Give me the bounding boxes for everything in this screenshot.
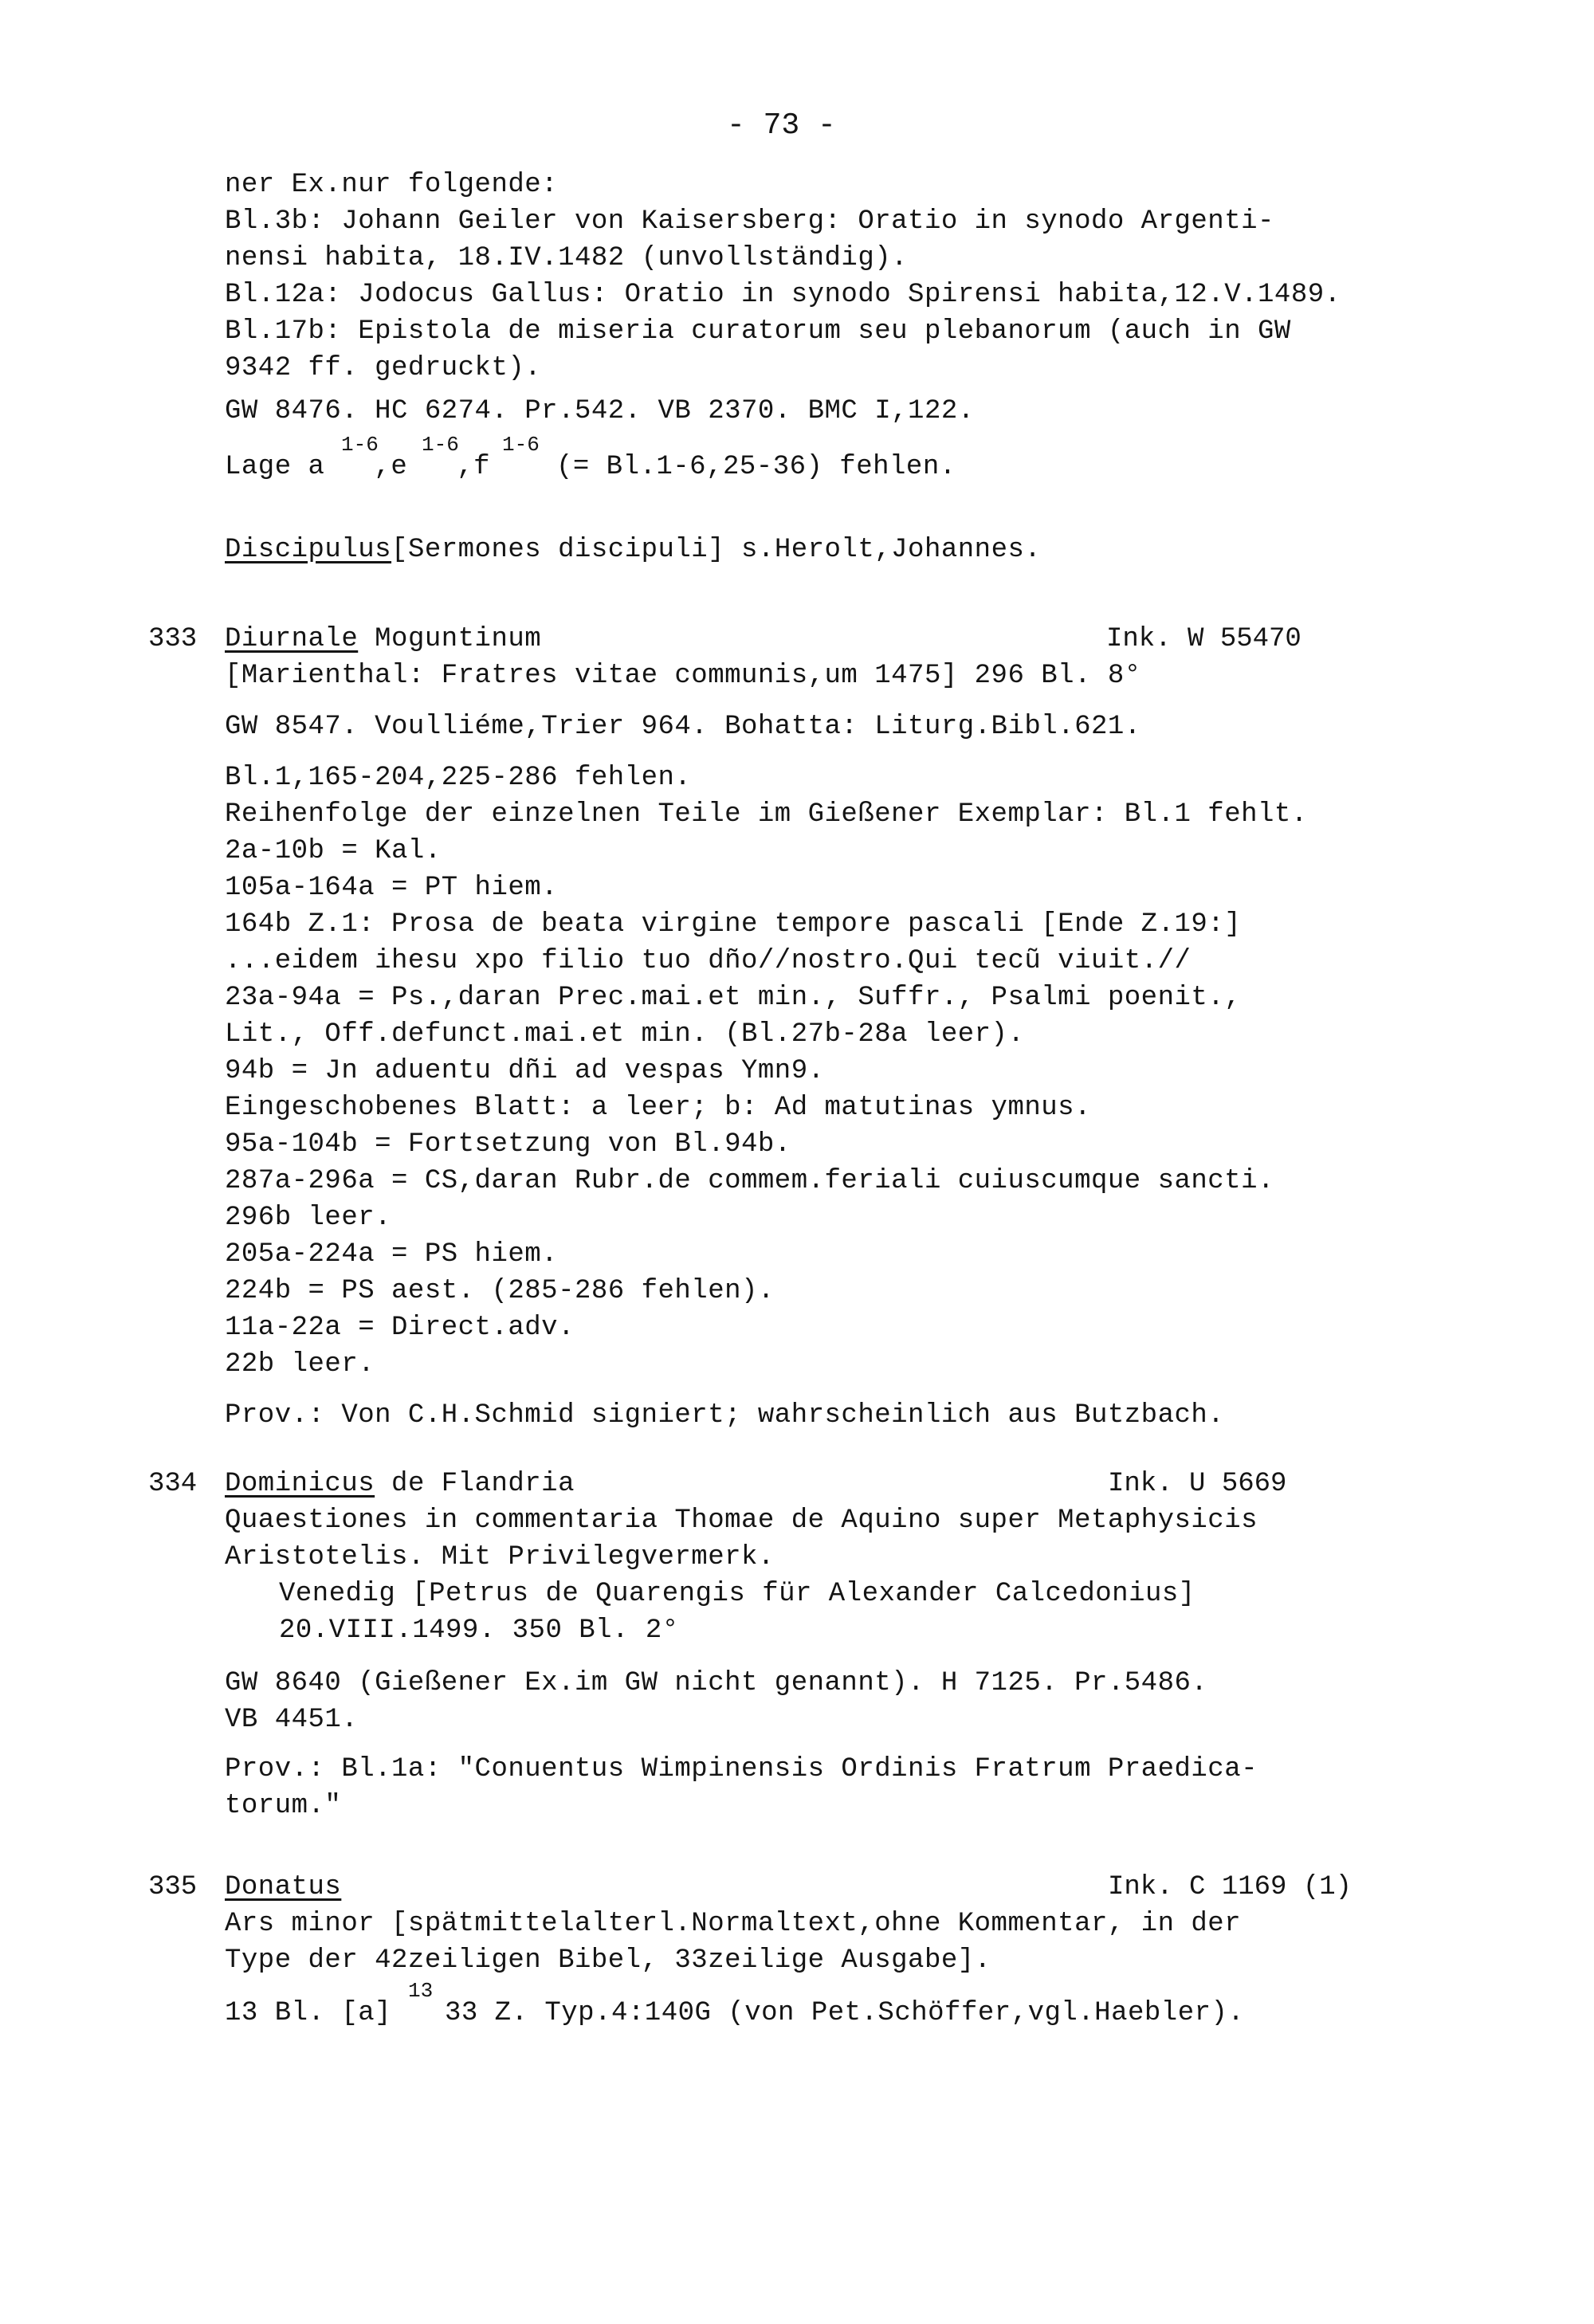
lage-e-superscript: 1-6: [422, 433, 459, 457]
entry-334-heading: [225, 1468, 575, 1500]
text-line: GW 8476. HC 6274. Pr.542. VB 2370. BMC I,122.: [225, 396, 975, 426]
text-line: ...eidem ihesu xpo filio tuo dño//nostro.Qui tecũ viuit.//: [225, 946, 1192, 976]
text-line: 205a-224a = PS hiem.: [225, 1239, 559, 1270]
text-line: 164b Z.1: Prosa de beata virgine tempore pascali [Ende Z.19:]: [225, 909, 1242, 940]
entry-333-ink: Ink. W 55470: [1106, 624, 1302, 654]
text-line: 95a-104b = Fortsetzung von Bl.94b.: [225, 1129, 791, 1160]
collation-superscript: 13: [408, 1979, 434, 2003]
text-line: GW 8547. Voulliéme,Trier 964. Bohatta: Liturg.Bibl.621.: [225, 712, 1141, 742]
text-line: Type der 42zeiligen Bibel, 33zeilige Ausgabe].: [225, 1945, 991, 1976]
entry-335-heading: [225, 1871, 341, 1903]
text-line: Lit., Off.defunct.mai.et min. (Bl.27b-28a leer).: [225, 1019, 1025, 1050]
text-line: Venedig [Petrus de Quarengis für Alexander Calcedonius]: [279, 1579, 1196, 1609]
entry-334-title-rest: de Flandria: [375, 1469, 575, 1499]
text-line: [Marienthal: Fratres vitae communis,um 1475] 296 Bl. 8°: [225, 661, 1141, 691]
text-line: torum.": [225, 1791, 342, 1821]
text-line: ner Ex.nur folgende:: [225, 170, 559, 200]
text-line: Eingeschobenes Blatt: a leer; b: Ad matutinas ymnus.: [225, 1093, 1091, 1123]
entry-number-334: 334: [148, 1469, 198, 1499]
text-line: Prov.: Von C.H.Schmid signiert; wahrscheinlich aus Butzbach.: [225, 1400, 1225, 1431]
text-line: VB 4451.: [225, 1705, 359, 1735]
lage-f-superscript: 1-6: [502, 433, 540, 457]
text-line: 23a-94a = Ps.,daran Prec.mai.et min., Suffr., Psalmi poenit.,: [225, 983, 1242, 1013]
entry-number-333: 333: [148, 624, 198, 654]
text-line: 9342 ff. gedruckt).: [225, 353, 542, 383]
text-line: 296b leer.: [225, 1203, 392, 1233]
lage-line: [225, 451, 956, 483]
entry-333-heading: [225, 623, 541, 655]
lage-prefix: Lage a: [225, 452, 325, 482]
text-line: 20.VIII.1499. 350 Bl. 2°: [279, 1615, 679, 1646]
text-line: 287a-296a = CS,daran Rubr.de commem.feriali cuiuscumque sancti.: [225, 1166, 1274, 1196]
entry-number-335: 335: [148, 1872, 198, 1902]
text-line: 105a-164a = PT hiem.: [225, 873, 559, 903]
collation-rest: 33 Z. Typ.4:140G (von Pet.Schöffer,vgl.Haebler).: [428, 1998, 1245, 2028]
entry-333-title-rest: Moguntinum: [358, 624, 542, 654]
discipulus-line: [225, 534, 1041, 566]
entry-333-title: Diurnale: [225, 624, 359, 654]
text-line: Aristotelis. Mit Privilegvermerk.: [225, 1542, 775, 1572]
text-line: GW 8640 (Gießener Ex.im GW nicht genannt). H 7125. Pr.5486.: [225, 1668, 1208, 1698]
text-line: 2a-10b = Kal.: [225, 836, 442, 866]
page-number: - 73 -: [727, 108, 836, 143]
text-line: nensi habita, 18.IV.1482 (unvollständig).: [225, 243, 909, 273]
text-line: Bl.1,165-204,225-286 fehlen.: [225, 763, 692, 793]
text-line: Ars minor [spätmittelalterl.Normaltext,ohne Kommentar, in der: [225, 1909, 1242, 1939]
lage-e: ,e: [374, 452, 408, 482]
lage-f: ,f: [457, 452, 491, 482]
text-line: Bl.17b: Epistola de miseria curatorum seu plebanorum (auch in GW: [225, 316, 1291, 347]
lage-rest: (= Bl.1-6,25-36) fehlen.: [540, 452, 956, 482]
text-line: Bl.3b: Johann Geiler von Kaisersberg: Oratio in synodo Argenti-: [225, 206, 1274, 237]
entry-334-title: Dominicus: [225, 1469, 375, 1499]
lage-a-superscript: 1-6: [341, 433, 379, 457]
text-line: 11a-22a = Direct.adv.: [225, 1313, 575, 1343]
text-line: Reihenfolge der einzelnen Teile im Gießener Exemplar: Bl.1 fehlt.: [225, 799, 1308, 830]
entry-334-ink: Ink. U 5669: [1108, 1469, 1287, 1499]
discipulus-heading: Discipulus: [225, 535, 392, 565]
text-line: Bl.12a: Jodocus Gallus: Oratio in synodo Spirensi habita,12.V.1489.: [225, 280, 1341, 310]
text-line: Quaestiones in commentaria Thomae de Aquino super Metaphysicis: [225, 1505, 1258, 1536]
entry-335-collation: [225, 1997, 1244, 2029]
entry-335-title: Donatus: [225, 1872, 342, 1902]
text-line: 22b leer.: [225, 1349, 375, 1380]
discipulus-reference: [Sermones discipuli] s.Herolt,Johannes.: [391, 535, 1042, 565]
text-line: 224b = PS aest. (285-286 fehlen).: [225, 1276, 775, 1306]
collation-leaves: 13 Bl. [a]: [225, 1998, 392, 2028]
entry-335-ink: Ink. C 1169 (1): [1108, 1872, 1353, 1902]
text-line: 94b = Jn aduentu dñi ad vespas Ymn9.: [225, 1056, 825, 1086]
text-line: Prov.: Bl.1a: "Conuentus Wimpinensis Ordinis Fratrum Praedica-: [225, 1754, 1258, 1784]
